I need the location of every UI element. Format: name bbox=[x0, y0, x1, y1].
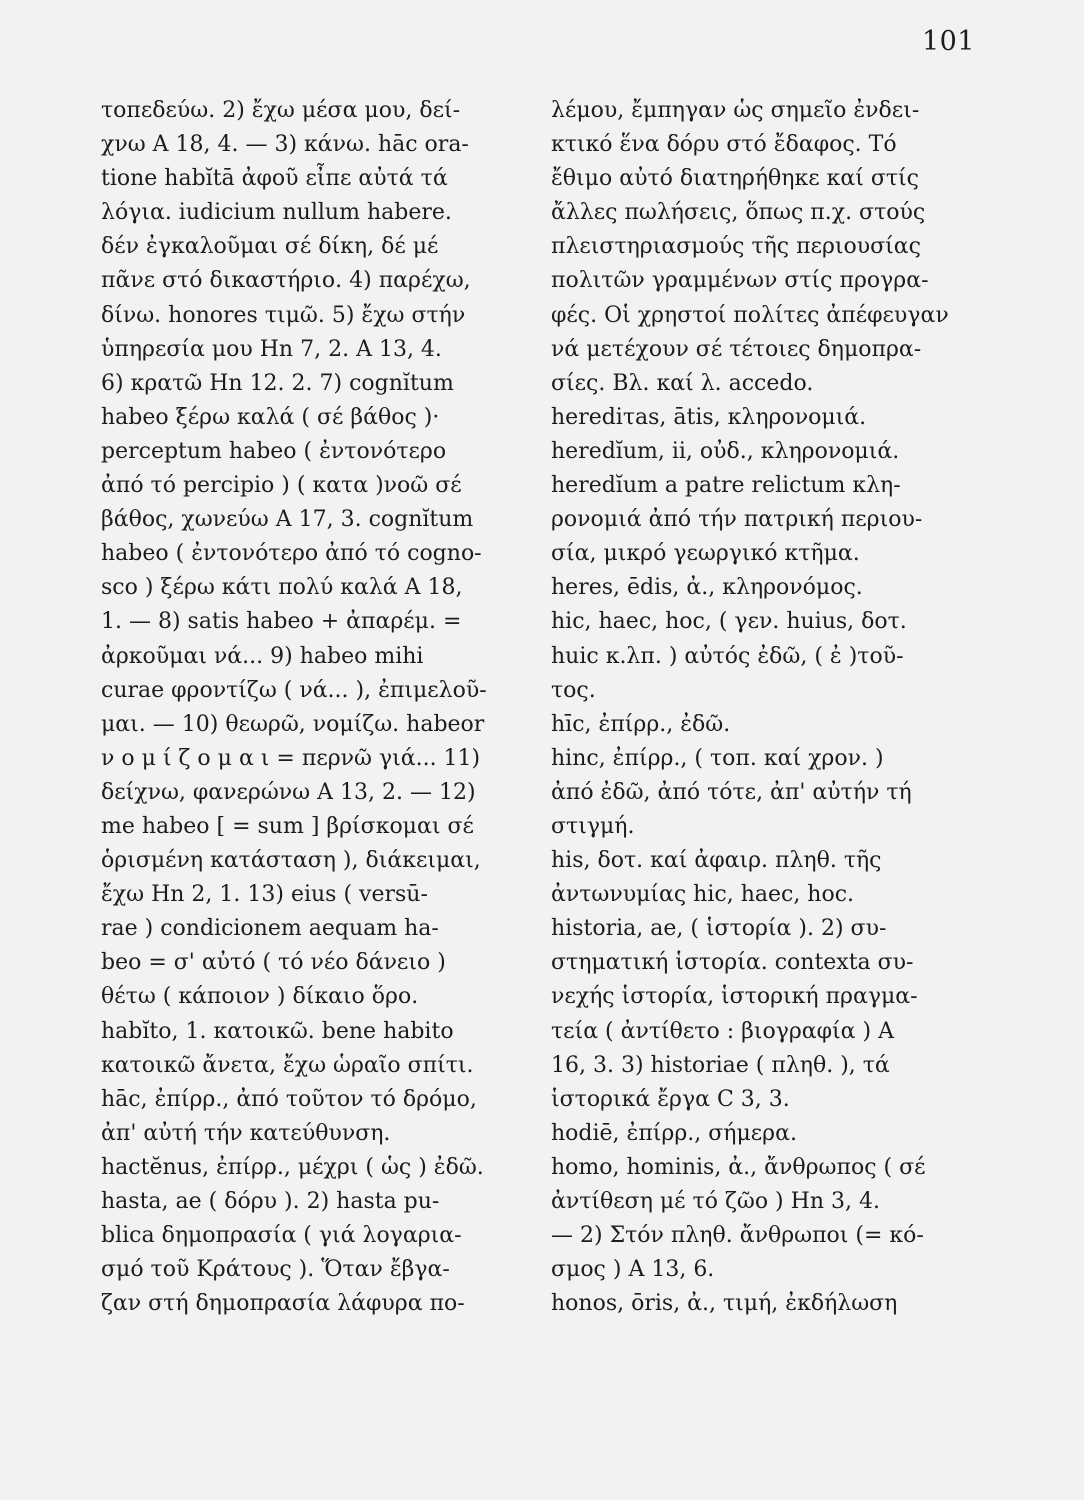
text-line: ἱστορικά ἔργα C 3, 3. bbox=[551, 1086, 790, 1112]
text-line: ἀντωνυμίας hic, haec, hoc. bbox=[551, 882, 855, 908]
text-line: δέν ἐγκαλοῦμαι σέ δίκη, δέ μέ bbox=[101, 234, 439, 260]
text-line: τοπεδεύω. 2) ἔχω μέσα μου, δεί- bbox=[101, 98, 461, 123]
text-line: 1. — 8) satis habeo + ἀπαρέμ. = bbox=[101, 609, 462, 635]
text-line: λέμου, ἔμπηγαν ὡς σημεῖο ἐνδει- bbox=[551, 98, 920, 123]
text-line: πολιτῶν γραμμένων στίς προγρα- bbox=[551, 268, 929, 294]
text-line: hīc, ἐπίρρ., ἐδῶ. bbox=[551, 711, 731, 737]
text-line: sco ) ξέρω κάτι πολύ καλά A 18, bbox=[101, 575, 463, 601]
text-line: στηματική ἱστορία. contexta συ- bbox=[551, 950, 914, 976]
text-line: θέτω ( κάποιον ) δίκαιο ὅρο. bbox=[101, 984, 419, 1010]
text-line: hinc, ἐπίρρ., ( τοπ. καί χρον. ) bbox=[551, 745, 884, 771]
text-line: νά μετέχουν σέ τέτοιες δημοπρα- bbox=[551, 336, 922, 362]
text-line: honos, ōris, ἀ., τιμή, ἐκδήλωση bbox=[551, 1291, 898, 1317]
text-line: σμος ) A 13, 6. bbox=[551, 1257, 715, 1283]
text-line: rae ) condicionem aequam ha- bbox=[101, 916, 439, 942]
right-column bbox=[551, 94, 986, 1321]
text-line: ζαν στή δημοπρασία λάφυρα πο- bbox=[101, 1291, 465, 1317]
text-line: hic, haec, hoc, ( γεν. huius, δοτ. bbox=[551, 609, 907, 635]
text-line: heres, ēdis, ἀ., κληρονόμος. bbox=[551, 575, 863, 601]
text-line: ἔχω Hn 2, 1. 13) eius ( versū- bbox=[101, 882, 428, 908]
text-line: habeo ξέρω καλά ( σέ βάθος )· bbox=[101, 404, 440, 430]
text-line: ἀπό ἐδῶ, ἀπό τότε, ἀπ' αὐτήν τή bbox=[551, 779, 912, 805]
text-line: στιγμή. bbox=[551, 813, 635, 839]
text-line: ὑπηρεσία μου Hn 7, 2. A 13, 4. bbox=[101, 336, 442, 362]
text-line: κτικό ἕνα δόρυ στό ἔδαφος. Τό bbox=[551, 132, 897, 158]
text-line: his, δοτ. καί ἀφαιρ. πληθ. τῆς bbox=[551, 848, 882, 874]
text-line: ἀρκοῦμαι νά... 9) habeo mihi bbox=[101, 643, 424, 669]
text-line: νεχής ἱστορία, ἱστορική πραγμα- bbox=[551, 984, 918, 1010]
text-line: πᾶνε στό δικαστήριο. 4) παρέχω, bbox=[101, 268, 471, 294]
text-line: tione habĭtā ἀφοῦ εἶπε αὐτά τά bbox=[101, 166, 448, 192]
text-line: homo, hominis, ἀ., ἄνθρωπος ( σέ bbox=[551, 1154, 926, 1180]
text-line: — 2) Στόν πληθ. ἄνθρωποι (= κό- bbox=[551, 1223, 924, 1249]
text-line: ἀπό τό percipio ) ( κατα )νοῶ σέ bbox=[101, 473, 462, 499]
text-line: δίνω. honores τιμῶ. 5) ἔχω στήν bbox=[101, 302, 466, 328]
text-line: me habeo [ = sum ] βρίσκομαι σέ bbox=[101, 813, 474, 839]
page-number: 101 bbox=[921, 26, 975, 57]
text-line: ἀπ' αὐτή τήν κατεύθυνση. bbox=[101, 1120, 391, 1146]
left-column bbox=[101, 94, 536, 1321]
text-line: 16, 3. 3) historiae ( πληθ. ), τά bbox=[551, 1052, 890, 1078]
text-line: hāc, ἐπίρρ., ἀπό τοῦτον τό δρόμο, bbox=[101, 1086, 477, 1112]
text-line: πλειστηριασμούς τῆς περιουσίας bbox=[551, 234, 921, 260]
text-line: 6) κρατῶ Hn 12. 2. 7) cognĭtum bbox=[101, 370, 454, 396]
text-line: habĭto, 1. κατοικῶ. bene habito bbox=[101, 1018, 454, 1044]
text-line: κατοικῶ ἄνετα, ἔχω ὡραῖο σπίτι. bbox=[101, 1052, 474, 1078]
text-line: hasta, ae ( δόρυ ). 2) hasta pu- bbox=[101, 1189, 440, 1214]
text-line: huic κ.λπ. ) αὐτός ἐδῶ, ( ἐ )τοῦ- bbox=[551, 643, 904, 669]
text-line: ὁρισμένη κατάσταση ), διάκειμαι, bbox=[101, 848, 481, 874]
text-line: μαι. — 10) θεωρῶ, νομίζω. habeor bbox=[101, 711, 485, 737]
text-line: historia, ae, ( ἱστορία ). 2) συ- bbox=[551, 916, 887, 942]
text-line: ἔθιμο αὐτό διατηρήθηκε καί στίς bbox=[551, 166, 919, 192]
text-line: ν ο μ ί ζ ο μ α ι = περνῶ γιά... 11) bbox=[101, 745, 481, 771]
text-line: herediτas, ātis, κληρονομιά. bbox=[551, 404, 867, 430]
text-line: λόγια. iudicium nullum habere. bbox=[101, 200, 452, 226]
text-line: σίες. Βλ. καί λ. accedo. bbox=[551, 370, 814, 396]
text-line: χνω A 18, 4. — 3) κάνω. hāc ora- bbox=[101, 132, 469, 158]
text-line: τος. bbox=[551, 677, 596, 703]
text-line: βάθος, χωνεύω A 17, 3. cognĭtum bbox=[101, 507, 474, 533]
text-line: τεία ( ἀντίθετο : βιογραφία ) A bbox=[551, 1018, 894, 1044]
text-line: curae φροντίζω ( νά... ), ἐπιμελοῦ- bbox=[101, 677, 487, 703]
text-line: perceptum habeo ( ἐντονότερο bbox=[101, 438, 447, 464]
text-line: hactĕnus, ἐπίρρ., μέχρι ( ὡς ) ἐδῶ. bbox=[101, 1154, 484, 1180]
text-line: ρονομιά ἀπό τήν πατρική περιου- bbox=[551, 507, 923, 533]
text-line: ἀντίθεση μέ τό ζῶο ) Hn 3, 4. bbox=[551, 1189, 880, 1214]
text-line: δείχνω, φανερώνω A 13, 2. — 12) bbox=[101, 779, 476, 805]
text-line: heredĭum a patre relictum κλη- bbox=[551, 473, 901, 499]
text-line: ἄλλες πωλήσεις, ὅπως π.χ. στούς bbox=[551, 200, 926, 226]
text-line: σμό τοῦ Κράτους ). Ὅταν ἔβγα- bbox=[101, 1257, 450, 1283]
text-line: heredĭum, ii, οὐδ., κληρονομιά. bbox=[551, 438, 900, 464]
text-line: φές. Οἱ χρηστοί πολίτες ἀπέφευγαν bbox=[551, 302, 949, 328]
text-line: habeo ( ἐντονότερο ἀπό τό cogno- bbox=[101, 541, 482, 567]
text-line: hodiē, ἐπίρρ., σήμερα. bbox=[551, 1120, 797, 1146]
text-line: beo = σ' αὐτό ( τό νέο δάνειο ) bbox=[101, 950, 446, 976]
text-line: blica δημοπρασία ( γιά λογαρια- bbox=[101, 1223, 462, 1249]
text-line: σία, μικρό γεωργικό κτῆμα. bbox=[551, 541, 860, 567]
